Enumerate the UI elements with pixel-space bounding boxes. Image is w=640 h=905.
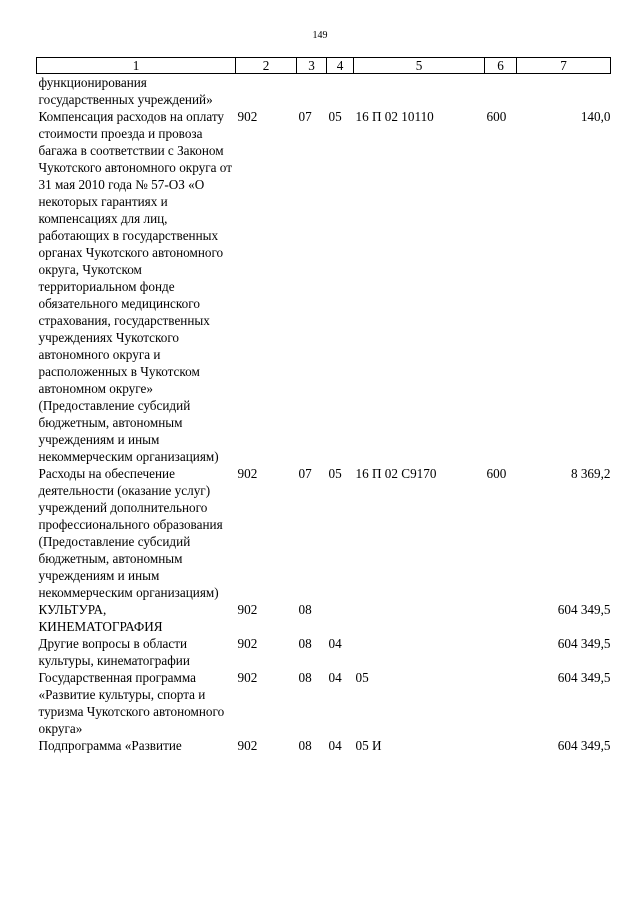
row-name: Государственная программа «Развитие культуры, спорта и туризма Чукотского автономного округа» xyxy=(38,670,225,736)
grbs-code: 902 xyxy=(237,602,258,617)
section-code: 07 xyxy=(298,466,312,481)
budget-table xyxy=(36,57,611,754)
table-header xyxy=(37,58,611,74)
table-row xyxy=(37,74,611,109)
subsection-code: 04 xyxy=(328,670,342,685)
column-header: 6 xyxy=(485,58,517,74)
column-header: 7 xyxy=(517,58,611,74)
grbs-code: 902 xyxy=(237,670,258,685)
row-name: Компенсация расходов на оплату стоимости проезда и провоза багажа в соответствии с Законом Чукотского автономного округа от 31 мая 2010 года № 57-ОЗ «О некоторых гарантиях и компенсациях для лиц, работающих в государственных органах Чукотского автономного округа, Чукотском территориальном фонде обязательного медицинского страхования, государственных учреждениях Чукотского автономного округа и расположенных в Чукотском автономном округе» (Предоставление субсидий бюджетным, автономным учреждениям и иным некоммерческим организациям) xyxy=(38,109,232,464)
table-row xyxy=(37,601,611,635)
table-row xyxy=(37,669,611,737)
target-code: 16 П 02 10110 xyxy=(355,109,434,124)
column-header: 3 xyxy=(297,58,327,74)
amount xyxy=(517,74,611,109)
grbs-code: 902 xyxy=(237,109,258,124)
grbs-code: 902 xyxy=(237,466,258,481)
target-code xyxy=(354,74,485,109)
column-header: 1 xyxy=(37,58,236,74)
column-header: 4 xyxy=(327,58,354,74)
section-code: 07 xyxy=(298,109,312,124)
expense-type-code xyxy=(485,601,517,635)
expense-type-code xyxy=(485,74,517,109)
section-code: 08 xyxy=(298,636,312,651)
section-code: 08 xyxy=(298,738,312,753)
target-code xyxy=(354,635,485,669)
expense-type-code xyxy=(485,737,517,754)
row-name: Другие вопросы в области культуры, кинематографии xyxy=(38,636,190,668)
amount: 604 349,5 xyxy=(557,738,611,753)
table-row xyxy=(37,635,611,669)
grbs-code: 902 xyxy=(237,636,258,651)
column-header: 5 xyxy=(354,58,485,74)
expense-type-code: 600 xyxy=(486,109,507,124)
amount: 140,0 xyxy=(580,109,611,124)
expense-type-code xyxy=(485,635,517,669)
expense-type-code: 600 xyxy=(486,466,507,481)
section-code xyxy=(297,74,327,109)
section-code: 08 xyxy=(298,602,312,617)
header-row xyxy=(37,58,611,74)
column-header: 2 xyxy=(236,58,297,74)
row-name: Подпрограмма «Развитие xyxy=(38,738,182,753)
page-number: 149 xyxy=(312,30,328,41)
target-code xyxy=(354,601,485,635)
table-body xyxy=(37,74,611,755)
subsection-code xyxy=(327,601,354,635)
subsection-code: 04 xyxy=(328,636,342,651)
row-name: Расходы на обеспечение деятельности (оказание услуг) учреждений дополнительного профессионального образования (Предоставление субсидий бюджетным, автономным учреждениям и иным некоммерческим организациям) xyxy=(38,466,223,600)
subsection-code: 05 xyxy=(328,466,342,481)
amount: 8 369,2 xyxy=(570,466,611,481)
table-row xyxy=(37,737,611,754)
section-code: 08 xyxy=(298,670,312,685)
target-code: 05 И xyxy=(355,738,382,753)
table-row xyxy=(37,108,611,465)
subsection-code: 04 xyxy=(328,738,342,753)
amount: 604 349,5 xyxy=(557,602,611,617)
amount: 604 349,5 xyxy=(557,670,611,685)
amount: 604 349,5 xyxy=(557,636,611,651)
row-name: КУЛЬТУРА, КИНЕМАТОГРАФИЯ xyxy=(38,602,163,634)
table-row xyxy=(37,465,611,601)
target-code: 05 xyxy=(355,670,369,685)
row-name: функционирования государственных учреждений» xyxy=(38,75,213,107)
expense-type-code xyxy=(485,669,517,737)
subsection-code xyxy=(327,74,354,109)
subsection-code: 05 xyxy=(328,109,342,124)
grbs-code: 902 xyxy=(237,738,258,753)
grbs-code xyxy=(236,74,297,109)
target-code: 16 П 02 С9170 xyxy=(355,466,437,481)
